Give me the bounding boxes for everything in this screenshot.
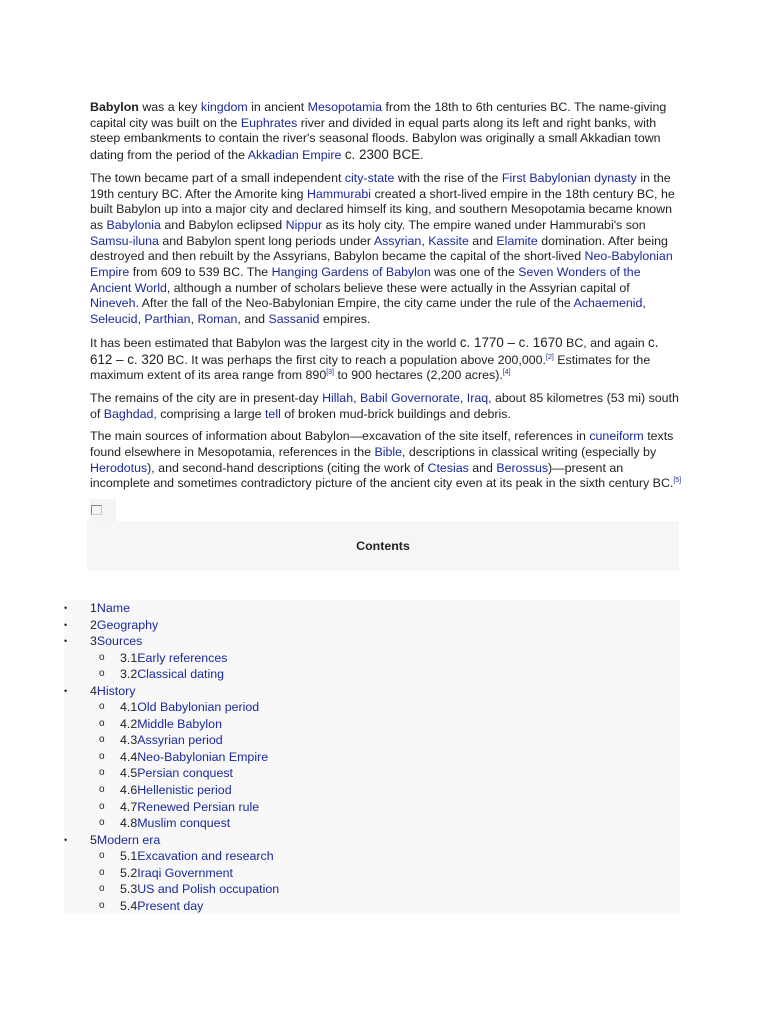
link-roman[interactable]: Roman	[197, 312, 238, 327]
link-baghdad[interactable]: Baghdad	[103, 406, 154, 421]
circle-bullet-icon: o	[99, 883, 105, 895]
link-elamite[interactable]: Elamite	[496, 233, 538, 248]
toc-number: 4.8	[120, 816, 138, 831]
ref-4[interactable]: [4]	[502, 369, 511, 377]
toc-item[interactable]	[64, 617, 680, 634]
toc-item[interactable]	[64, 683, 680, 700]
toc-item[interactable]	[64, 699, 680, 716]
paragraph-location: The remains of the city are in present-day Hillah, Babil Governorate, Iraq, about 85 kilometres (53 mi) south of Baghdad, comprising a large tell of broken mud-brick buildings and debris.	[90, 390, 679, 421]
toc-number: 4.5	[120, 766, 138, 781]
broken-image-icon	[91, 505, 102, 515]
ref-3[interactable]: [3]	[326, 369, 335, 377]
toc-link[interactable]: Old Babylonian period	[137, 700, 260, 715]
toc-link[interactable]: Excavation and research	[137, 849, 274, 864]
toc-link[interactable]: Assyrian period	[137, 733, 223, 748]
link-samsu-iluna[interactable]: Samsu-iluna	[90, 233, 159, 248]
paragraph-history: The town became part of a small independent city-state with the rise of the First Babylonian dynasty in the 19th century BC. After the Amorite king Hammurabi created a short-lived empire in the 18th century BC, he built Babylon up into a major city and declared himself its king, and southern Mesopotamia became known as Babylonia and Babylon eclipsed Nippur as its holy city. The empire waned under Hammurabi's son Samsu-iluna and Babylon spent long periods under Assyrian, Kassite and Elamite domination. After being destroyed and then rebuilt by the Assyrians, Babylon became the capital of the short-lived Neo-Babylonian Empire from 609 to 539 BC. The Hanging Gardens of Babylon was one of the Seven Wonders of the Ancient World, although a number of scholars believe these were actually in the Assyrian capital of Nineveh. After the fall of the Neo-Babylonian Empire, the city came under the rule of the Achaemenid, Seleucid, Parthian, Roman, and Sassanid empires.	[90, 170, 675, 327]
bullet-icon: •	[64, 603, 68, 613]
link-sassanid[interactable]: Sassanid	[268, 312, 320, 327]
circle-bullet-icon: o	[99, 866, 105, 878]
toc-link[interactable]: Neo-Babylonian Empire	[137, 749, 269, 764]
link-herodotus[interactable]: Herodotus	[90, 460, 148, 475]
toc-item[interactable]	[64, 716, 680, 733]
toc-number: 5.1	[120, 849, 138, 864]
link-iraq[interactable]: Iraq	[466, 390, 489, 405]
toc-link[interactable]: Renewed Persian rule	[137, 799, 260, 814]
link-babylonia[interactable]: Babylonia	[106, 217, 161, 232]
toc-link[interactable]: Middle Babylon	[137, 716, 222, 731]
toc-number: 5.2	[120, 865, 138, 880]
toc-link[interactable]: Iraqi Government	[137, 865, 233, 880]
toc-link[interactable]: Persian conquest	[137, 766, 233, 781]
link-berossus[interactable]: Berossus	[496, 460, 549, 475]
paragraph-size: It has been estimated that Babylon was the largest city in the world c. 1770 – c. 1670 BC, and again c. 612 – c. 320 BC. It was perhaps the first city to reach a population above 200,000.[2] Estimates for the maximum extent of its area range from 890[3] to 900 hectares (2,200 acres).[4]	[90, 334, 659, 383]
link-bible[interactable]: Bible	[374, 445, 403, 460]
circle-bullet-icon: o	[99, 800, 105, 812]
toc-item[interactable]	[64, 799, 680, 816]
link-parthian[interactable]: Parthian	[144, 312, 191, 327]
toc-link[interactable]: Hellenistic period	[137, 783, 232, 798]
link-ctesias[interactable]: Ctesias	[427, 460, 469, 475]
toc-number: 4.6	[120, 783, 138, 798]
toc-number: 2	[90, 617, 97, 632]
link-hillah[interactable]: Hillah	[322, 390, 354, 405]
toc-item[interactable]	[64, 881, 680, 898]
toc-item[interactable]	[64, 848, 680, 865]
circle-bullet-icon: o	[99, 734, 105, 746]
toc-number: 5.4	[120, 898, 138, 913]
link-assyrian[interactable]: Assyrian	[373, 233, 422, 248]
circle-bullet-icon: o	[99, 784, 105, 796]
link-nippur[interactable]: Nippur	[285, 217, 323, 232]
link-kassite[interactable]: Kassite	[428, 233, 469, 248]
toc-link[interactable]: History	[96, 683, 136, 698]
link-hammurabi[interactable]: Hammurabi	[306, 186, 371, 201]
contents-heading-box	[87, 521, 679, 571]
link-euphrates[interactable]: Euphrates	[240, 115, 298, 130]
circle-bullet-icon: o	[99, 850, 105, 862]
link-hanging-gardens[interactable]: Hanging Gardens of Babylon	[271, 265, 431, 280]
article-body	[90, 100, 682, 571]
paragraph-sources: The main sources of information about Babylon—excavation of the site itself, references in cuneiform texts found elsewhere in Mesopotamia, references in the Bible, descriptions in classical writing (especially by Herodotus), and second-hand descriptions (citing the work of Ctesias and Berossus)—present an incomplete and sometimes contradictory picture of the ancient city even at its peak in the sixth century BC.[5]	[90, 429, 682, 491]
link-nineveh[interactable]: Nineveh	[90, 296, 136, 311]
ref-2[interactable]: [2]	[546, 353, 554, 361]
link-city-state[interactable]: city-state	[344, 170, 395, 185]
circa-range-1: c. 1770 – c. 1670	[459, 334, 563, 350]
link-first-babylonian-dynasty[interactable]: First Babylonian dynasty	[501, 170, 637, 185]
toc-link[interactable]: Classical dating	[137, 667, 225, 682]
toc-item[interactable]	[64, 650, 680, 667]
link-seven-wonders[interactable]: Seven Wonders of the Ancient World	[90, 265, 641, 295]
toc-number: 3	[90, 634, 97, 649]
circa-range-2: c. 612 – c. 320	[90, 334, 659, 367]
toc-link[interactable]: Present day	[137, 898, 204, 913]
toc-number: 4.1	[120, 700, 138, 715]
circle-bullet-icon: o	[99, 701, 105, 713]
table-of-contents	[64, 600, 680, 914]
toc-item[interactable]	[64, 865, 680, 882]
ref-5[interactable]: [5]	[673, 477, 682, 485]
toc-number: 1	[90, 601, 97, 615]
circle-bullet-icon: o	[99, 817, 105, 829]
link-achaemenid[interactable]: Achaemenid	[573, 296, 643, 311]
toc-item[interactable]	[64, 832, 680, 849]
toc-number: 5.3	[120, 882, 138, 897]
toc-item[interactable]	[64, 666, 680, 683]
paragraph-intro: Babylon was a key kingdom in ancient Mesopotamia from the 18th to 6th centuries BC. The name-giving capital city was built on the Euphrates river and divided in equal parts along its left and right banks, with steep embankments to contain the river's seasonal floods. Babylon was originally a small Akkadian town dating from the period of the Akkadian Empire c. 2300 BCE.	[90, 100, 667, 163]
bullet-icon: •	[64, 636, 68, 647]
link-babil-governorate[interactable]: Babil Governorate	[359, 390, 460, 405]
link-neo-babylonian-empire[interactable]: Neo-Babylonian Empire	[90, 249, 673, 280]
toc-item[interactable]	[64, 765, 680, 782]
toc-number: 3.2	[120, 667, 138, 682]
link-seleucid[interactable]: Seleucid	[90, 312, 138, 327]
circle-bullet-icon: o	[99, 899, 105, 911]
circle-bullet-icon: o	[99, 750, 105, 762]
toc-number: 4	[90, 683, 97, 698]
circle-bullet-icon: o	[99, 651, 105, 663]
toc-number: 4.4	[120, 749, 138, 764]
toc-link[interactable]: Geography	[96, 617, 159, 632]
toc-number: 3.1	[120, 650, 138, 665]
toc-number: 5	[90, 832, 97, 847]
circa-date: c. 2300 BCE	[344, 147, 421, 163]
toc-item[interactable]	[64, 782, 680, 799]
bullet-icon: •	[64, 619, 68, 630]
article-title: Babylon	[90, 100, 139, 114]
toc-link[interactable]: Sources	[96, 634, 143, 649]
link-kingdom[interactable]: kingdom	[200, 100, 248, 114]
toc-item[interactable]	[64, 749, 680, 766]
toc-number: 4.3	[120, 733, 138, 748]
toc-item[interactable]	[64, 815, 680, 832]
toc-number: 4.2	[120, 716, 138, 731]
bullet-icon: •	[64, 685, 68, 696]
link-tell[interactable]: tell	[264, 406, 281, 421]
toc-item[interactable]	[64, 600, 680, 617]
circle-bullet-icon: o	[99, 668, 105, 680]
link-akkadian-empire[interactable]: Akkadian Empire	[247, 148, 342, 163]
toc-item[interactable]	[64, 633, 680, 650]
broken-image-placeholder	[90, 499, 116, 521]
bullet-icon: •	[64, 834, 68, 845]
toc-number: 4.7	[120, 799, 138, 814]
toc-item[interactable]	[64, 732, 680, 749]
toc-link[interactable]: Early references	[137, 650, 228, 665]
circle-bullet-icon: o	[99, 717, 105, 729]
link-cuneiform[interactable]: cuneiform	[589, 429, 644, 444]
contents-heading: Contents	[356, 539, 410, 554]
link-mesopotamia[interactable]: Mesopotamia	[307, 100, 383, 114]
toc-link[interactable]: Modern era	[96, 832, 161, 847]
toc-item[interactable]	[64, 898, 680, 915]
toc-link[interactable]: Muslim conquest	[137, 816, 231, 831]
toc-link[interactable]: US and Polish occupation	[137, 882, 280, 897]
circle-bullet-icon: o	[99, 767, 105, 779]
toc-link[interactable]: Name	[96, 601, 130, 615]
